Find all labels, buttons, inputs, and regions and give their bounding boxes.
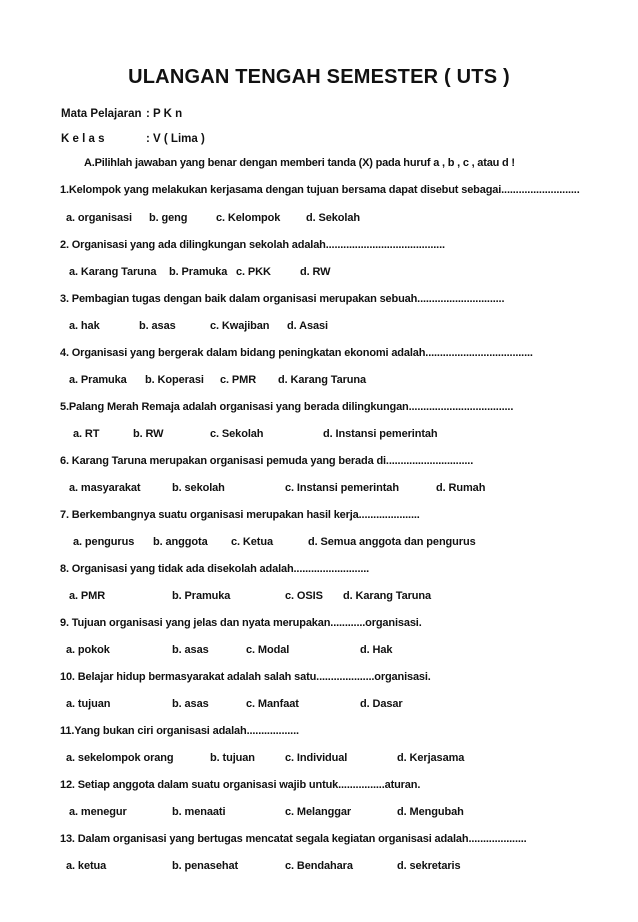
option-d[interactable]: d. Semua anggota dan pengurus	[308, 536, 476, 548]
class-value: : V ( Lima )	[146, 133, 205, 145]
option-a[interactable]: a. masyarakat	[69, 482, 141, 494]
option-a[interactable]: a. tujuan	[66, 698, 111, 710]
option-d[interactable]: d. Asasi	[287, 320, 328, 332]
instruction: A.Pilihlah jawaban yang benar dengan memberi tanda (X) pada huruf a , b , c , atau d !	[84, 157, 515, 169]
option-d[interactable]: d. Sekolah	[306, 212, 361, 224]
option-a[interactable]: a. Karang Taruna	[69, 266, 157, 278]
option-c[interactable]: c. Kwajiban	[210, 320, 270, 332]
question-2: 2. Organisasi yang ada dilingkungan sekolah adalah.........................................	[60, 239, 445, 251]
option-a[interactable]: a. organisasi	[66, 212, 132, 224]
option-c[interactable]: c. Sekolah	[210, 428, 264, 440]
option-d[interactable]: d. RW	[300, 266, 331, 278]
page-title: ULANGAN TENGAH SEMESTER ( UTS )	[128, 66, 510, 88]
option-b[interactable]: b. tujuan	[210, 752, 255, 764]
options-13	[0, 860, 638, 876]
option-d[interactable]: d. Karang Taruna	[278, 374, 367, 386]
option-a[interactable]: a. hak	[69, 320, 100, 332]
options-6	[0, 482, 638, 498]
option-c[interactable]: c. Individual	[285, 752, 348, 764]
question-10: 10. Belajar hidup bermasyarakat adalah salah satu....................organisasi.	[60, 671, 431, 683]
option-a[interactable]: a. ketua	[66, 860, 107, 872]
options-3	[0, 320, 638, 336]
option-d[interactable]: d. Mengubah	[397, 806, 464, 818]
option-c[interactable]: c. Instansi pemerintah	[285, 482, 399, 494]
question-3: 3. Pembagian tugas dengan baik dalam organisasi merupakan sebuah..............................	[60, 293, 505, 305]
options-7	[0, 536, 638, 552]
options-12	[0, 806, 638, 822]
subject-label: Mata Pelajaran	[61, 108, 142, 120]
option-b[interactable]: b. asas	[139, 320, 176, 332]
question-6: 6. Karang Taruna merupakan organisasi pemuda yang berada di..............................	[60, 455, 474, 467]
option-c[interactable]: c. Manfaat	[246, 698, 299, 710]
options-11	[0, 752, 638, 768]
option-b[interactable]: b. sekolah	[172, 482, 225, 494]
subject-row	[61, 108, 182, 120]
option-d[interactable]: d. sekretaris	[397, 860, 461, 872]
options-5	[0, 428, 638, 444]
question-9: 9. Tujuan organisasi yang jelas dan nyata merupakan............organisasi.	[60, 617, 422, 629]
option-a[interactable]: a. sekelompok orang	[66, 752, 174, 764]
options-9	[0, 644, 638, 660]
option-a[interactable]: a. menegur	[69, 806, 127, 818]
option-d[interactable]: d. Hak	[360, 644, 393, 656]
option-c[interactable]: c. Melanggar	[285, 806, 352, 818]
option-b[interactable]: b. Koperasi	[145, 374, 204, 386]
option-c[interactable]: c. Kelompok	[216, 212, 281, 224]
question-11: 11.Yang bukan ciri organisasi adalah..................	[60, 725, 299, 737]
option-b[interactable]: b. Pramuka	[172, 590, 231, 602]
option-d[interactable]: d. Kerjasama	[397, 752, 465, 764]
option-a[interactable]: a. RT	[73, 428, 100, 440]
option-b[interactable]: b. anggota	[153, 536, 208, 548]
class-label: K e l a s	[61, 133, 105, 145]
class-row	[61, 133, 205, 145]
option-b[interactable]: b. geng	[149, 212, 188, 224]
options-2	[0, 266, 638, 282]
option-c[interactable]: c. Modal	[246, 644, 290, 656]
option-b[interactable]: b. penasehat	[172, 860, 239, 872]
option-d[interactable]: d. Instansi pemerintah	[323, 428, 438, 440]
option-c[interactable]: c. PKK	[236, 266, 271, 278]
option-a[interactable]: a. pokok	[66, 644, 110, 656]
question-4: 4. Organisasi yang bergerak dalam bidang peningkatan ekonomi adalah.....................................	[60, 347, 533, 359]
option-b[interactable]: b. RW	[133, 428, 164, 440]
option-c[interactable]: c. PMR	[220, 374, 257, 386]
option-b[interactable]: b. asas	[172, 644, 209, 656]
option-d[interactable]: d. Rumah	[436, 482, 486, 494]
option-b[interactable]: b. menaati	[172, 806, 226, 818]
option-a[interactable]: a. Pramuka	[69, 374, 127, 386]
option-d[interactable]: d. Karang Taruna	[343, 590, 432, 602]
option-b[interactable]: b. asas	[172, 698, 209, 710]
question-5: 5.Palang Merah Remaja adalah organisasi yang berada dilingkungan....................................	[60, 401, 514, 413]
option-a[interactable]: a. pengurus	[73, 536, 135, 548]
option-c[interactable]: c. OSIS	[285, 590, 323, 602]
question-7: 7. Berkembangnya suatu organisasi merupakan hasil kerja.....................	[60, 509, 420, 521]
options-4	[0, 374, 638, 390]
question-1: 1.Kelompok yang melakukan kerjasama dengan tujuan bersama dapat disebut sebagai...........................	[60, 184, 580, 196]
option-a[interactable]: a. PMR	[69, 590, 106, 602]
option-b[interactable]: b. Pramuka	[169, 266, 228, 278]
options-10	[0, 698, 638, 714]
option-c[interactable]: c. Ketua	[231, 536, 273, 548]
options-8	[0, 590, 638, 606]
option-c[interactable]: c. Bendahara	[285, 860, 353, 872]
question-13: 13. Dalam organisasi yang bertugas mencatat segala kegiatan organisasi adalah....................	[60, 833, 527, 845]
subject-value: : P K n	[146, 108, 183, 120]
question-8: 8. Organisasi yang tidak ada disekolah adalah..........................	[60, 563, 370, 575]
options-1	[0, 212, 638, 228]
question-12: 12. Setiap anggota dalam suatu organisasi wajib untuk................aturan.	[60, 779, 421, 791]
option-d[interactable]: d. Dasar	[360, 698, 403, 710]
